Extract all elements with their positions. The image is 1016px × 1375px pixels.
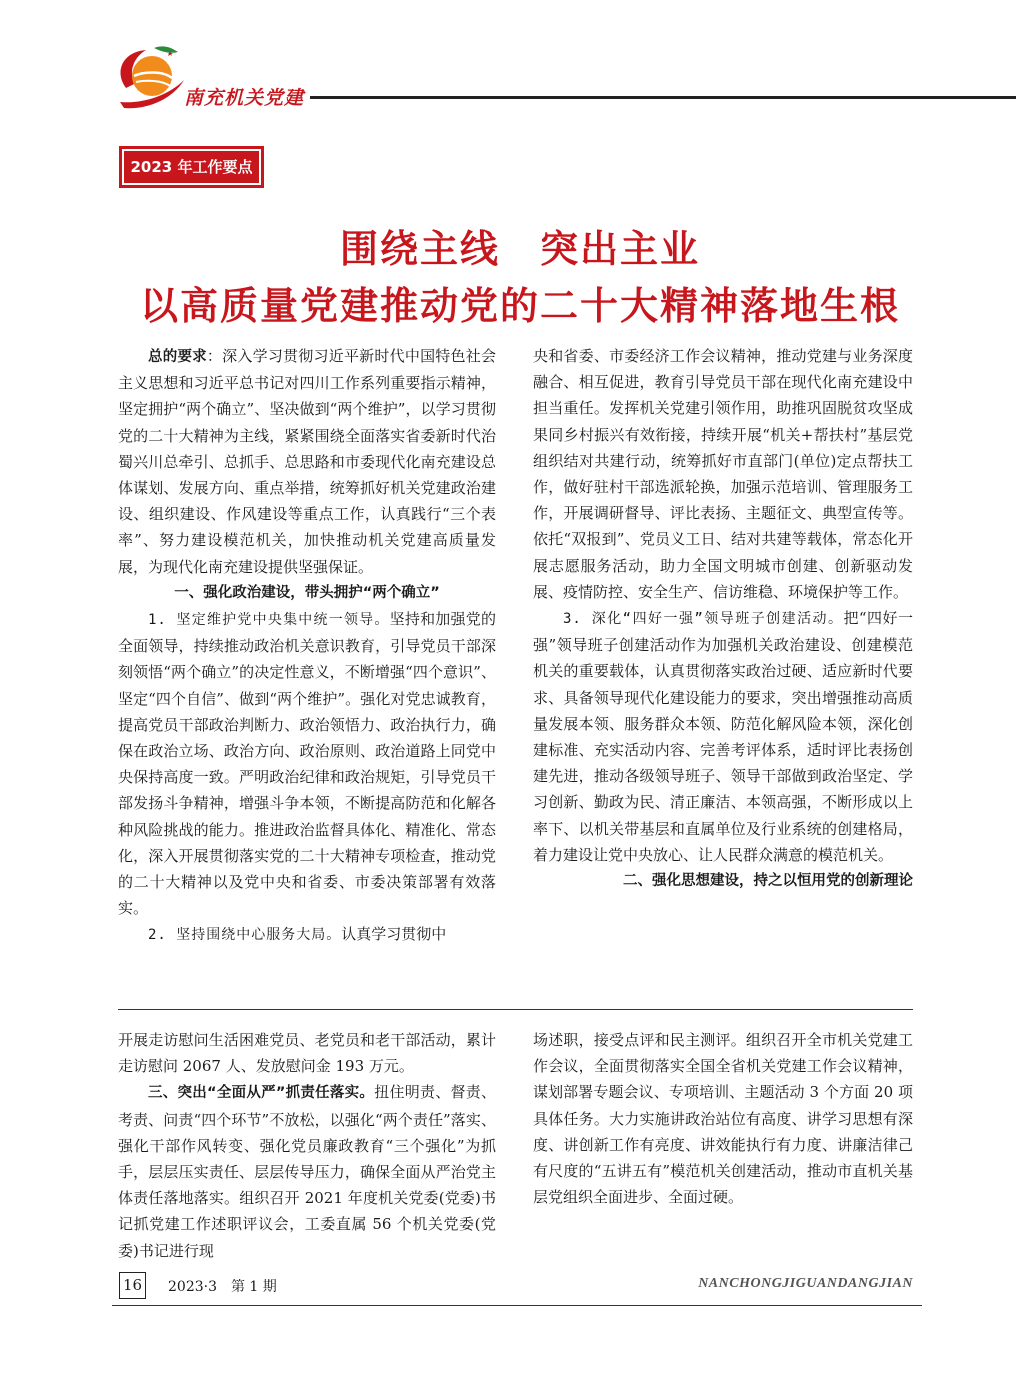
article-title-line1: 围绕主线 突出主业	[339, 226, 700, 271]
article-column-right-lower	[533, 1027, 913, 1210]
magazine-name-latin: NANCHONGJIGUANDANGJIAN	[698, 1276, 913, 1291]
article-column-left-upper	[118, 343, 496, 949]
section-heading-inline: 三、突出“全面从严”抓责任落实。	[148, 1085, 375, 1102]
paragraph: 场述职，接受点评和民主测评。组织召开全市机关党建工作会议，全面贯彻落实全国全省机关党建工作会议精神，谋划部署专题会议、专项培训、主题活动 3 个方面 20 项具体任务。大力实施讲政治站位有高度、讲学习思想有深度、讲创新工作有亮度、讲效能执行有力度、讲廉洁律己有尺度的“五讲五有”模范机关创建活动，推动市直机关基层党组织全面进步、全面过硬。	[533, 1031, 913, 1207]
paragraph	[118, 343, 496, 580]
paragraph	[118, 1079, 496, 1263]
paragraph-text: 认真学习贯彻中	[341, 925, 447, 944]
footer-rule	[112, 1305, 922, 1306]
section-divider	[118, 1009, 913, 1010]
article-column-right-upper	[533, 343, 913, 894]
paragraph-text: 把“四好一强”领导班子创建活动作为加强机关政治建设、创建模范机关的重要载体，认真贯彻落实政治过硬、适应新时代要求、具备领导现代化建设能力的要求，突出增强推动高质量发展本领、服务群众本领、防范化解风险本领，深化创建标准、充实活动内容、完善考评体系，适时评比表扬创建先进，推动各级领导班子、领导干部做到政治坚定、学习创新、勤政为民、清正廉洁、本领高强，不断形成以上率下、以机关带基层和直属单位及行业系统的创建格局，着力建设让党中央放心、让人民群众满意的模范机关。	[533, 609, 913, 864]
item-heading: 3. 深化“四好一强”领导班子创建活动。	[563, 611, 844, 628]
section-tag: 2023 年工作要点	[119, 146, 264, 188]
issue-info: 2023·3 第 1 期	[168, 1279, 277, 1295]
paragraph: 开展走访慰问生活困难党员、老党员和老干部活动，累计走访慰问 2067 人、发放慰问金 193 万元。	[118, 1031, 496, 1076]
masthead-title: 南充机关党建	[184, 87, 305, 109]
paragraph: 央和省委、市委经济工作会议精神，推动党建与业务深度融合、相互促进，教育引导党员干部在现代化南充建设中担当重任。发挥机关党建引领作用，助推巩固脱贫攻坚成果同乡村振兴有效衔接，持续开展“机关+帮扶村”基层党组织结对共建行动，统筹抓好市直部门(单位)定点帮扶工作，做好驻村干部选派轮换，加强示范培训、管理服务工作，开展调研督导、评比表扬、主题征文、典型宣传等。依托“双报到”、党员义工日、结对共建等载体，常态化开展志愿服务活动，助力全国文明城市创建、创新驱动发展、疫情防控、安全生产、信访维稳、环境保护等工作。	[533, 347, 913, 601]
item-heading: 1. 坚定维护党中央集中统一领导。	[148, 612, 390, 629]
paragraph	[118, 921, 496, 948]
paragraph	[118, 606, 496, 921]
paragraph-text: 坚持和加强党的全面领导，持续推动政治机关意识教育，引导党员干部深刻领悟“两个确立”的决定性意义，不断增强“四个意识”、坚定“四个自信”、做到“两个维护”。强化对党忠诚教育，提高党员干部政治判断力、政治领悟力、政治执行力，确保在政治立场、政治方向、政治原则、政治道路上同党中央保持高度一致。严明政治纪律和政治规矩，引导党员干部发扬斗争精神，增强斗争本领，不断提高防范和化解各种风险挑战的能力。推进政治监督具体化、精准化、常态化，深入开展贯彻落实党的二十大精神专项检查，推动党的二十大精神以及党中央和省委、市委决策部署有效落实。	[118, 610, 496, 918]
section-heading: 二、强化思想建设，持之以恒用党的创新理论	[623, 873, 913, 890]
page-number: 16	[119, 1272, 146, 1299]
paragraph-text: ：深入学习贯彻习近平新时代中国特色社会主义思想和习近平总书记对四川工作系列重要指示精神，坚定拥护“两个确立”、坚决做到“两个维护”，以学习贯彻党的二十大精神为主线，紧紧围绕全面落实省委新时代治蜀兴川总牵引、总抓手、总思路和市委现代化南充建设总体谋划、发展方向、重点举措，统筹抓好机关党建政治建设、组织建设、作风建设等重点工作，认真践行“三个表率”、努力建设模范机关，加快推动机关党建高质量发展，为现代化南充建设提供坚强保证。	[118, 347, 496, 576]
section-heading: 一、强化政治建设，带头拥护“两个确立”	[174, 584, 440, 601]
article-title-line2: 以高质量党建推动党的二十大精神落地生根	[139, 283, 900, 328]
paragraph-text: 扭住明责、督责、考责、问责“四个环节”不放松，以强化“两个责任”落实、强化干部作风转变、强化党员廉政教育“三个强化”为抓手，层层压实责任、层层传导压力，确保全面从严治党主体责任落地落实。组织召开 2021 年度机关党委(党委)书记抓党建工作述职评议会，工委直属 56 个机关党委(党委)书记进行现	[118, 1083, 496, 1260]
article-column-left-lower	[118, 1027, 496, 1264]
header-rule	[310, 96, 1016, 99]
lead-label: 总的要求	[148, 349, 207, 365]
paragraph	[533, 605, 913, 868]
item-heading: 2. 坚持围绕中心服务大局。	[148, 927, 342, 944]
logo-emblem	[112, 42, 188, 112]
